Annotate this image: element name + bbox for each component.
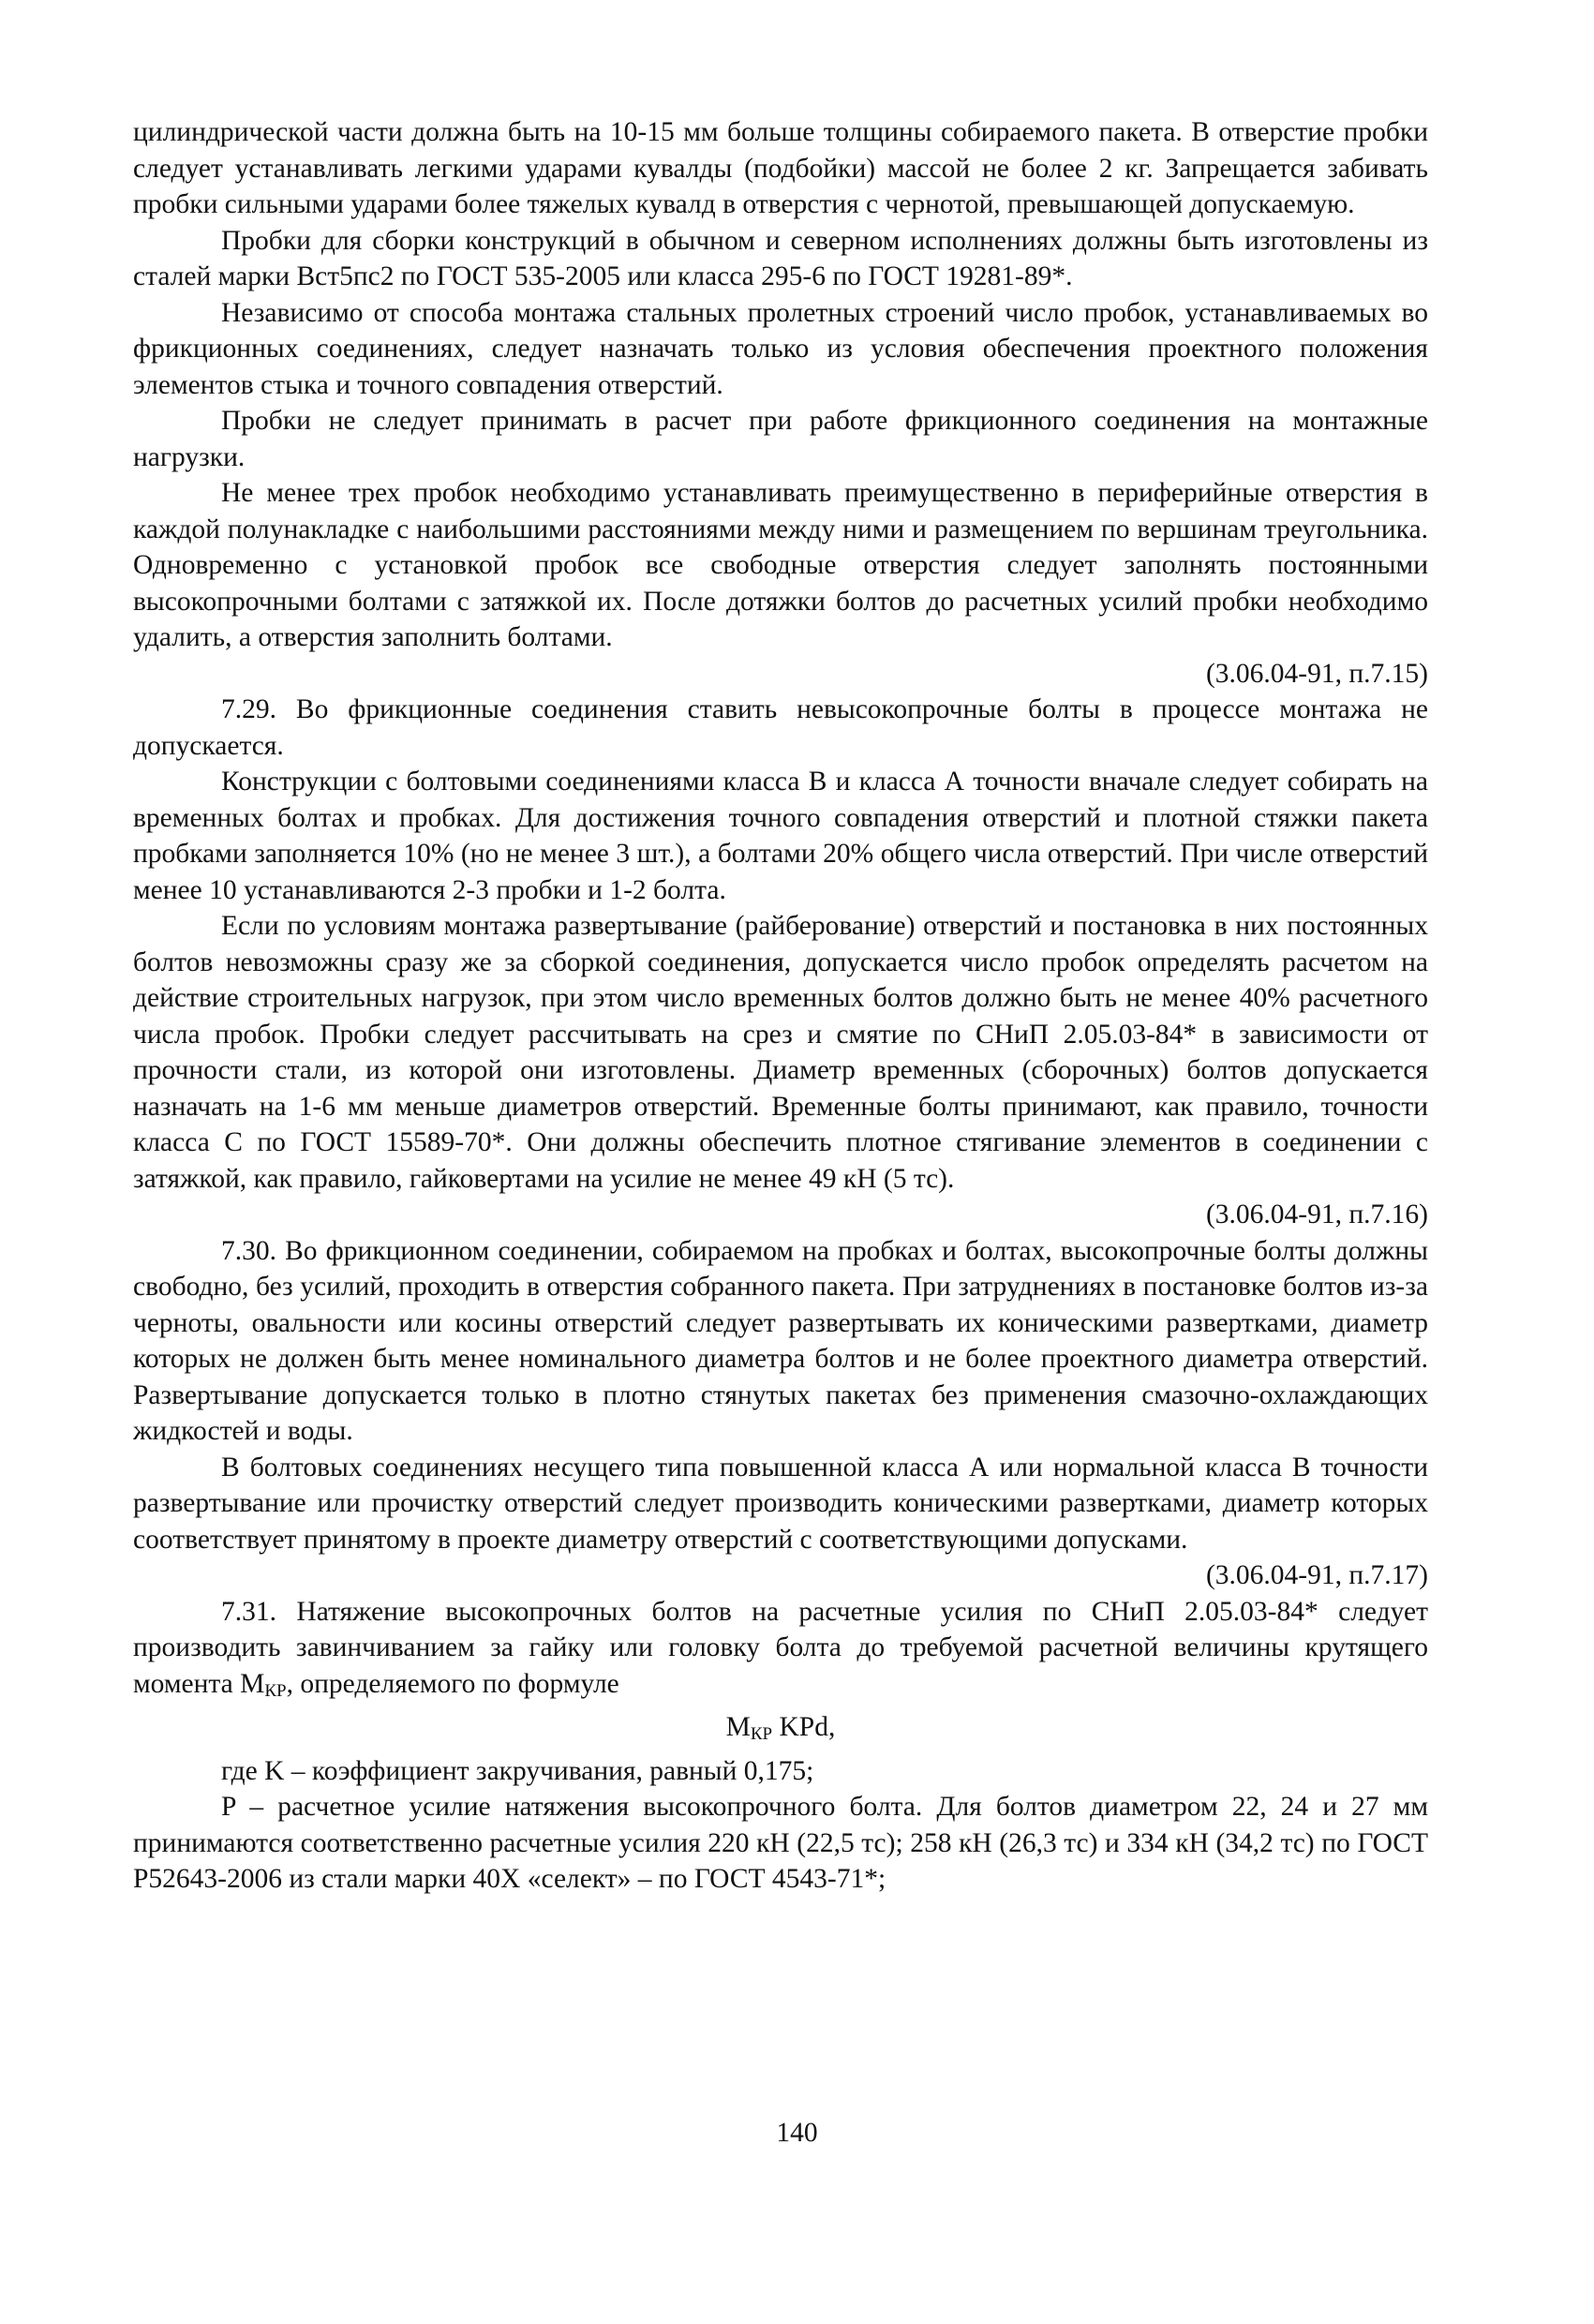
paragraph: Если по условиям монтажа развертывание (райберование) отверстий и постановка в них постоянных болтов невозможны сразу же за сборкой соединения, допускается число пробок определять расчетом на действие строительных нагрузок, при этом число временных болтов должно быть не менее 40% расчетного числа пробок. Пробки следует рассчитывать на срез и смятие по СНиП 2.05.03-84* в зависимости от прочности стали, из которой они изготовлены. Диаметр временных (сборочных) болтов допускается назначать на 1-6 мм меньше диаметров отверстий. Временные болты принимают, как правило, точности класса С по ГОСТ 15589-70*. Они должны обеспечить плотное стягивание элементов в соединении с затяжкой, как правило, гайковертами на усилие не менее 49 кН (5 тс). [133, 911, 1428, 1194]
paragraph: В болтовых соединениях несущего типа повышенной класса А или нормальной класса В точности развертывание или прочистку отверстий следует производить коническими развертками, диаметр которых соответствует принятому в проекте диаметру отверстий с соответствующими допусками. [133, 1452, 1428, 1555]
clause-7-31-tail: , определяемого по формуле [286, 1668, 619, 1699]
subscript-kr: КР [264, 1680, 287, 1701]
clause-7-31-text: 7.31. Натяжение высокопрочных болтов на расчетные усилия по СНиП 2.05.03-84* следует производить завинчиванием за гайку или головку болта до требуемой расчетной величины крутящего момента М [133, 1596, 1428, 1699]
paragraph: Пробки для сборки конструкций в обычном и северном исполнениях должны быть изготовлены из сталей марки Вст5пс2 по ГОСТ 535-2005 или класса 295-6 по ГОСТ 19281-89*. [133, 225, 1428, 291]
reference-note: (3.06.04-91, п.7.16) [1205, 1199, 1428, 1229]
paragraph: цилиндрической части должна быть на 10-15 мм больше толщины собираемого пакета. В отверстие пробки следует устанавливать легкими ударами кувалды (подбойки) массой не более 2 кг. Запрещается забивать пробки сильными ударами более тяжелых кувалд в отверстия с чернотой, превышающей допускаемую. [133, 117, 1428, 219]
clause-7-30: 7.30. Во фрикционном соединении, собираемом на пробках и болтах, высокопрочные болты должны свободно, без усилий, проходить в отверстия собранного пакета. При затруднениях в постановке болтов из-за черноты, овальности или косины отверстий следует развертывать их коническими развертками, диаметр которых не должен быть менее номинального диаметра болтов и не более проектного диаметра отверстий. Развертывание допускается только в плотно стянутых пакетах без применения смазочно-охлаждающих жидкостей и воды. [133, 1235, 1428, 1446]
clause-7-31 [133, 1594, 1428, 1710]
formula-rest: KPd, [772, 1712, 836, 1742]
paragraph: Пробки не следует принимать в расчет при работе фрикционного соединения на монтажные нагрузки. [133, 406, 1428, 472]
formula-subscript: КР [750, 1724, 773, 1744]
page-number: 140 [776, 2118, 818, 2148]
clause-7-29: 7.29. Во фрикционные соединения ставить невысокопрочные болты в процессе монтажа не допускается. [133, 694, 1428, 761]
paragraph: где K – коэффициент закручивания, равный 0,175; [221, 1755, 814, 1786]
paragraph: P – расчетное усилие натяжения высокопрочного болта. Для болтов диаметром 22, 24 и 27 мм принимаются соответственно расчетные усилия 220 кН (22,5 тс); 258 кН (26,3 тс) и 334 кН (34,2 тс) по ГОСТ Р52643-2006 из стали марки 40Х «селект» – по ГОСТ 4543-71*; [133, 1792, 1428, 1894]
document-body [133, 114, 1428, 1898]
formula [133, 1709, 1428, 1753]
reference-note: (3.06.04-91, п.7.15) [1205, 658, 1428, 689]
reference-note: (3.06.04-91, п.7.17) [1205, 1560, 1428, 1590]
paragraph: Не менее трех пробок необходимо устанавливать преимущественно в периферийные отверстия в каждой полунакладке с наибольшими расстояниями между ними и размещением по вершинам треугольника. Одновременно с установкой пробок все свободные отверстия следует заполнять постоянными высокопрочными болтами с затяжкой их. После дотяжки болтов до расчетных усилий пробки необходимо удалить, а отверстия заполнить болтами. [133, 478, 1428, 652]
formula-m: М [725, 1712, 751, 1742]
paragraph: Независимо от способа монтажа стальных пролетных строений число пробок, устанавливаемых во фрикционных соединениях, следует назначать только из условия обеспечения проектного положения элементов стыка и точного совпадения отверстий. [133, 297, 1428, 400]
paragraph: Конструкции с болтовыми соединениями класса В и класса А точности вначале следует собирать на временных болтах и пробках. Для достижения точного совпадения отверстий и плотной стяжки пакета пробками заполняется 10% (но не менее 3 шт.), а болтами 20% общего числа отверстий. При числе отверстий менее 10 устанавливаются 2-3 пробки и 1-2 болта. [133, 767, 1428, 905]
